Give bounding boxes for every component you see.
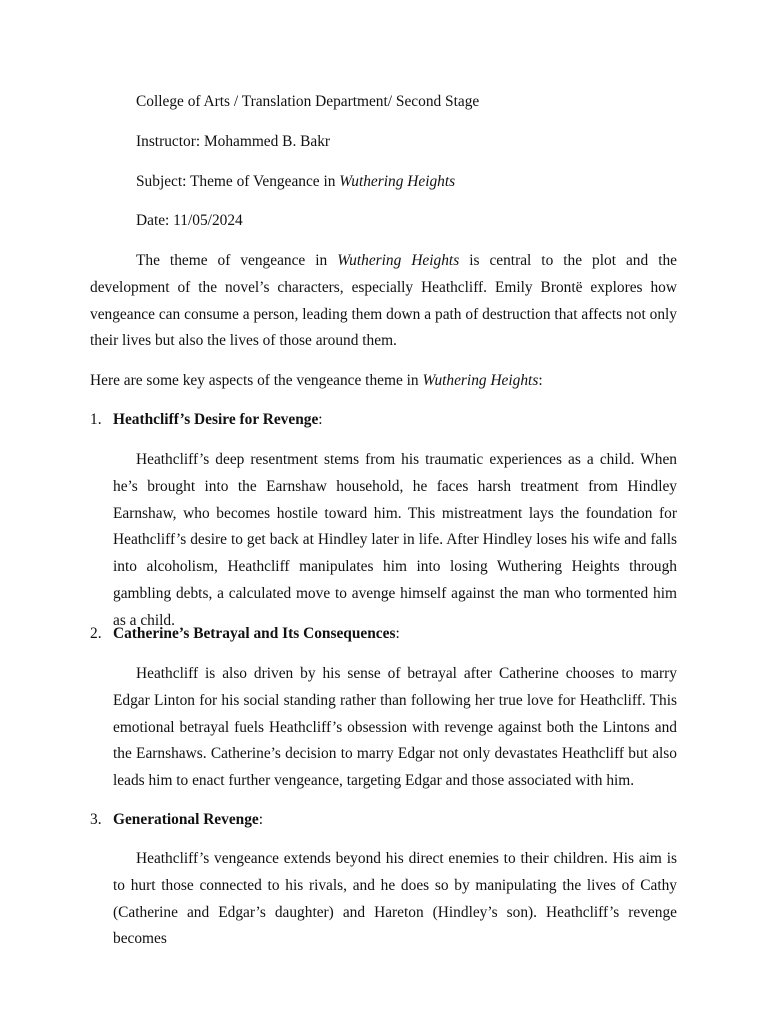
- section-heading-2: [90, 624, 400, 644]
- section-body-2: Heathcliff is also driven by his sense of betrayal after Catherine chooses to marry Edgar Linton for his social standing rather than following her true love for Heathcliff. This emotional betrayal fuels Heathcliff’s obsession with revenge against both the Lintons and the Earnshaws. Catherine’s decision to marry Edgar not only devastates Heathcliff but also leads him to enact further vengeance, targeting Edgar and those associated with him.: [113, 665, 677, 790]
- section-title: Catherine’s Betrayal and Its Consequences: [113, 625, 396, 642]
- section-body-3: Heathcliff’s vengeance extends beyond his direct enemies to their children. His aim is to hurt those connected to his rivals, and he does so by manipulating the lives of Cathy (Catherine and Edgar’s daughter) and Hareton (Hindley’s son). Heathcliff’s revenge becomes: [113, 850, 677, 948]
- subject-line: [136, 172, 455, 192]
- instructor-line: Instructor: Mohammed B. Bakr: [136, 133, 331, 150]
- section-number: 1.: [90, 411, 102, 428]
- section-title: Heathcliff’s Desire for Revenge: [113, 411, 319, 428]
- section-heading-3: [90, 810, 263, 830]
- section-colon: :: [258, 811, 264, 828]
- section-number: 2.: [90, 625, 102, 642]
- key-aspects-line: [90, 371, 543, 391]
- key-aspects-title: Wuthering Heights: [422, 372, 539, 389]
- section-number: 3.: [90, 811, 102, 828]
- intro-part2: is central to the plot and the development of the novel’s characters, especially Heathcliff. Emily Brontë explores how vengeance can consume a person, leading them down a path of destruction that affects not only their lives but also the lives of those around them.: [90, 252, 677, 350]
- college-line: College of Arts / Translation Department/ Second Stage: [136, 93, 480, 110]
- intro-title: Wuthering Heights: [337, 252, 460, 269]
- subject-prefix: Subject: Theme of Vengeance in: [136, 173, 340, 190]
- date-line: Date: 11/05/2024: [136, 212, 243, 229]
- section-heading-1: [90, 410, 323, 430]
- key-aspects-prefix: Here are some key aspects of the vengeance theme in: [90, 372, 423, 389]
- section-colon: :: [318, 411, 323, 428]
- intro-part1: The theme of vengeance in: [136, 252, 338, 269]
- section-colon: :: [395, 625, 400, 642]
- intro-paragraph: [90, 248, 677, 355]
- section-body-1: Heathcliff’s deep resentment stems from his traumatic experiences as a child. When he’s brought into the Earnshaw household, he faces harsh treatment from Hindley Earnshaw, who becomes hostile toward him. This mistreatment lays the foundation for Heathcliff’s desire to get back at Hindley later in life. After Hindley loses his wife and falls into alcoholism, Heathcliff manipulates him into losing Wuthering Heights through gambling debts, a calculated move to avenge himself against the man who tormented him as a child.: [113, 451, 677, 629]
- subject-title: Wuthering Heights: [339, 173, 456, 190]
- section-title: Generational Revenge: [113, 811, 259, 828]
- key-aspects-suffix: :: [538, 372, 543, 389]
